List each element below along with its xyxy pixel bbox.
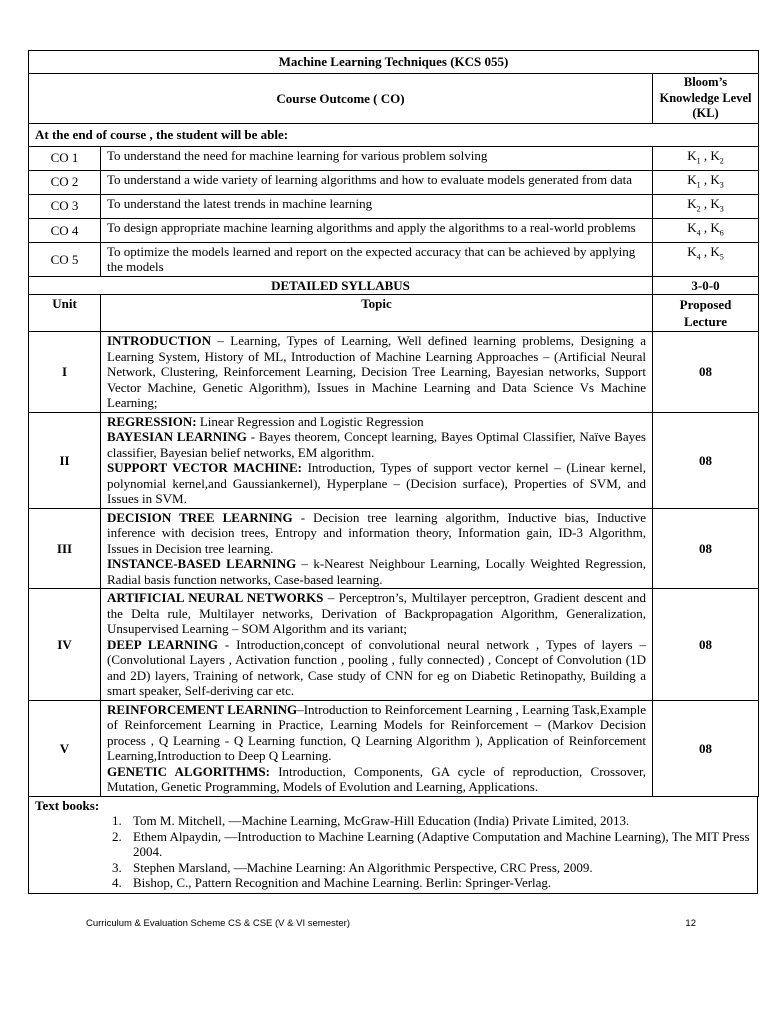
textbooks-heading: Text books: xyxy=(35,797,100,813)
topic-body: –Introduction to Reinforcement Learning , Learning Task,Example of Reinforcement Learning in Practice, Learning Models for Reinforcement – (Markov Decision process , Q Learning - Q Learning function, Q Learning Algorithm ), Application of Reinforcement Learning,Introduction to Deep Q Learning. xyxy=(107,701,647,764)
topic-paragraph xyxy=(107,460,646,507)
outcome-code: CO 5 xyxy=(29,242,101,276)
outcome-row xyxy=(29,242,759,276)
topic-paragraph xyxy=(107,510,646,557)
textbook-item: 4. Bishop, C., Pattern Recognition and Machine Learning. Berlin: Springer-Verlag. xyxy=(125,875,751,891)
textbook-item: 1. Tom M. Mitchell, ―Machine Learning, McGraw-Hill Education (India) Private Limited, 2013. xyxy=(125,813,751,829)
topic-heading: INSTANCE-BASED LEARNING xyxy=(107,556,297,572)
outcome-text: To understand the latest trends in machine learning xyxy=(101,194,653,218)
topic-heading: BAYESIAN LEARNING xyxy=(107,429,247,445)
syllabus-unit-row xyxy=(29,412,759,508)
outcome-code: CO 2 xyxy=(29,170,101,194)
outcome-text: To understand a wide variety of learning algorithms and how to evaluate models generated from data xyxy=(101,170,653,194)
lecture-column-header: Proposed Lecture xyxy=(653,295,759,332)
outcome-text: To understand the need for machine learning for various problem solving xyxy=(101,146,653,170)
unit-number: II xyxy=(29,412,101,508)
unit-topics xyxy=(101,508,653,589)
topic-body: – k-Nearest Neighbour Learning, Locally Weighted Regression, Radial basis function networks, Case-based learning. xyxy=(107,556,646,587)
topic-body: - Decision tree learning algorithm, Inductive bias, Inductive inference with decision trees, Entropy and information theory, Information gain, ID-3 Algorithm, Issues in Decision tree learning. xyxy=(107,509,646,556)
topic-paragraph xyxy=(107,414,646,430)
topic-heading: REGRESSION: xyxy=(107,413,197,429)
outcome-row xyxy=(29,146,759,170)
topic-body: Introduction, Types of support vector kernel – (Linear kernel, polynomial kernel,and Gaussiankernel), Hyperplane – (Decision surface), Properties of SVM, and Issues in SVM. xyxy=(107,460,646,507)
unit-number: IV xyxy=(29,589,101,701)
outcome-text: To optimize the models learned and report on the expected accuracy that can be achieved by applying the models xyxy=(101,242,653,276)
syllabus-table xyxy=(28,50,759,797)
topic-heading: SUPPORT VECTOR MACHINE: xyxy=(107,460,302,476)
course-title: Machine Learning Techniques (KCS 055) xyxy=(29,51,759,74)
syllabus-unit-row xyxy=(29,508,759,589)
outcome-kl: $K_2$ , $K_3$ xyxy=(653,194,759,218)
outcome-kl: $K_1$ , $K_3$ xyxy=(653,170,759,194)
unit-topics xyxy=(101,700,653,796)
outcome-row xyxy=(29,194,759,218)
textbooks-list xyxy=(35,813,751,891)
topic-body: Linear Regression and Logistic Regression xyxy=(196,413,424,429)
syllabus-unit-row xyxy=(29,589,759,701)
unit-topics xyxy=(101,412,653,508)
unit-lectures: 08 xyxy=(653,332,759,413)
footer-text: Curriculum & Evaluation Scheme CS & CSE (V & VI semester) xyxy=(86,918,350,929)
syllabus-unit-row xyxy=(29,332,759,413)
outcome-kl: $K_4$ , $K_6$ xyxy=(653,218,759,242)
outcome-code: CO 4 xyxy=(29,218,101,242)
topic-heading: DECISION TREE LEARNING xyxy=(107,509,293,525)
unit-lectures: 08 xyxy=(653,700,759,796)
course-outcome-header: Course Outcome ( CO) xyxy=(29,74,653,124)
topic-column-header: Topic xyxy=(101,295,653,332)
topic-paragraph xyxy=(107,637,646,699)
outcome-row xyxy=(29,170,759,194)
outcome-kl: $K_4$ , $K_5$ xyxy=(653,242,759,276)
syllabus-header-row xyxy=(29,295,759,332)
topic-paragraph xyxy=(107,702,646,764)
syllabus-title-row xyxy=(29,276,759,295)
blooms-level-header: Bloom’s Knowledge Level (KL) xyxy=(653,74,759,124)
topic-paragraph xyxy=(107,429,646,460)
outcome-row xyxy=(29,218,759,242)
unit-number: I xyxy=(29,332,101,413)
page-footer xyxy=(86,918,696,929)
topic-body: - Bayes theorem, Concept learning, Bayes Optimal Classifier, Naïve Bayes classifier, Bayesian belief networks, EM algorithm. xyxy=(107,429,646,460)
topic-paragraph xyxy=(107,764,646,795)
outcome-code: CO 1 xyxy=(29,146,101,170)
topic-paragraph xyxy=(107,590,646,637)
syllabus-unit-row xyxy=(29,700,759,796)
outcome-code: CO 3 xyxy=(29,194,101,218)
topic-body: – Learning, Types of Learning, Well defined learning problems, Designing a Learning System, History of ML, Introduction of Machine Learning Approaches – (Artificial Neural Network, Clustering, Reinforcement Learning, Decision Tree Learning, Bayesian networks, Support Vector Machine, Genetic Algorithm), Issues in Machine Learning and Data Science Vs Machine Learning; xyxy=(107,333,646,411)
topic-heading: REINFORCEMENT LEARNING xyxy=(107,701,298,717)
topic-paragraph xyxy=(107,333,646,411)
unit-number: III xyxy=(29,508,101,589)
unit-lectures: 08 xyxy=(653,412,759,508)
topic-paragraph xyxy=(107,556,646,587)
unit-topics xyxy=(101,332,653,413)
syllabus-document xyxy=(28,50,758,894)
syllabus-ltp: 3-0-0 xyxy=(653,276,759,295)
textbook-item: 2. Ethem Alpaydin, ―Introduction to Machine Learning (Adaptive Computation and Machine Learning), The MIT Press 2004. xyxy=(125,829,751,860)
outcome-text: To design appropriate machine learning algorithms and apply the algorithms to a real-world problems xyxy=(101,218,653,242)
textbooks-table xyxy=(28,797,758,894)
unit-topics xyxy=(101,589,653,701)
topic-heading: DEEP LEARNING xyxy=(107,636,218,652)
topic-heading: ARTIFICIAL NEURAL NETWORKS xyxy=(107,590,324,606)
intro-text: At the end of course , the student will be able: xyxy=(29,123,759,146)
topic-heading: INTRODUCTION xyxy=(107,333,212,349)
topic-body: – Perceptron’s, Multilayer perceptron, Gradient descent and the Delta rule, Multilayer networks, Derivation of Backpropagation Algorithm, Generalization, Unsupervised Learning – SOM Algorithm and its variant; xyxy=(107,590,646,637)
topic-heading: GENETIC ALGORITHMS: xyxy=(107,763,270,779)
syllabus-title: DETAILED SYLLABUS xyxy=(29,276,653,295)
unit-column-header: Unit xyxy=(29,295,101,332)
page-number: 12 xyxy=(685,918,696,929)
outcome-kl: $K_1$ , $K_2$ xyxy=(653,146,759,170)
textbook-item: 3. Stephen Marsland, ―Machine Learning: An Algorithmic Perspective, CRC Press, 2009. xyxy=(125,860,751,876)
unit-lectures: 08 xyxy=(653,508,759,589)
topic-body: - Introduction,concept of convolutional neural network , Types of layers – (Convolutional Layers , Activation function , pooling , fully connected) , Concept of Convolution (1D and 2D) layers, Training of network, Case study of CNN for eg on Diabetic Retinopathy, Building a smart speaker, Self-deriving car etc. xyxy=(107,636,646,699)
unit-number: V xyxy=(29,700,101,796)
topic-body: Introduction, Components, GA cycle of reproduction, Crossover, Mutation, Genetic Programming, Models of Evolution and Learning, Applications. xyxy=(107,763,646,795)
unit-lectures: 08 xyxy=(653,589,759,701)
